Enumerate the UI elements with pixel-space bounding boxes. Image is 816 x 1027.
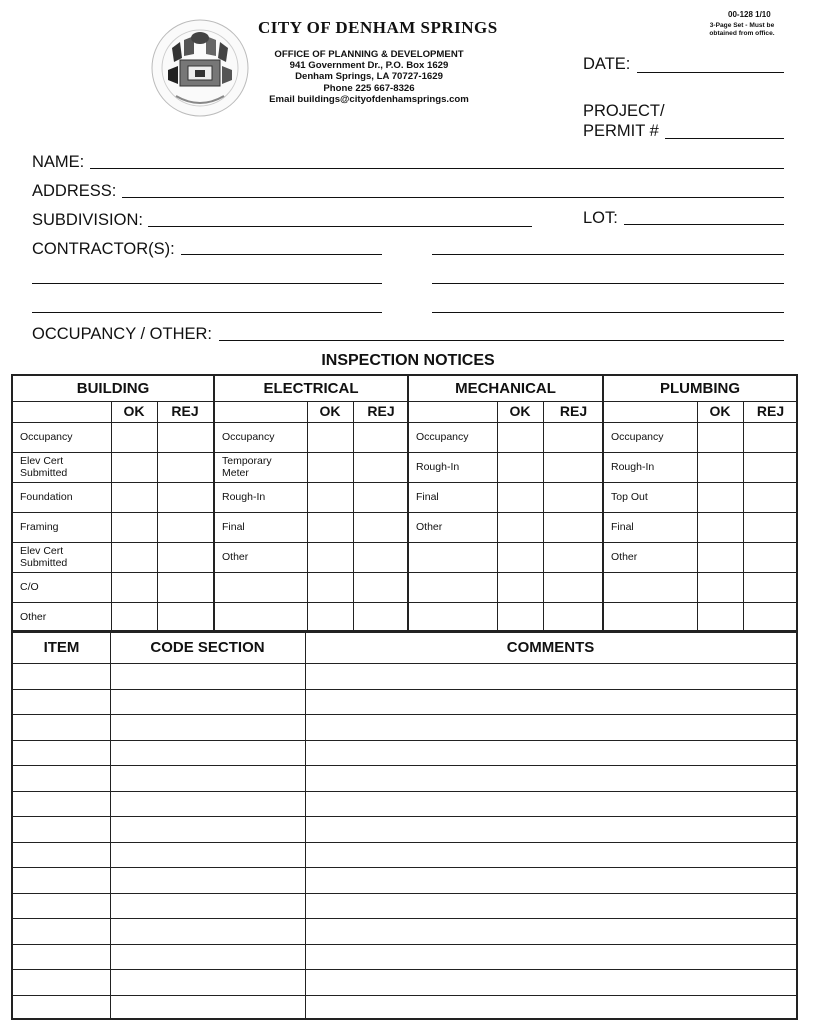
contractor-field[interactable]	[181, 254, 382, 255]
ok-checkbox-cell[interactable]	[498, 543, 543, 571]
name-label: NAME:	[32, 153, 85, 171]
city-seal-icon	[150, 18, 250, 118]
inspection-item-label: Elev Cert Submitted	[20, 455, 68, 479]
rej-checkbox-cell[interactable]	[158, 453, 212, 481]
rej-checkbox-cell[interactable]	[158, 603, 212, 631]
comment-cell[interactable]	[306, 664, 796, 688]
rej-checkbox-cell[interactable]	[158, 423, 212, 451]
comment-cell[interactable]	[306, 843, 796, 867]
rej-checkbox-cell[interactable]	[158, 513, 212, 541]
ok-checkbox-cell[interactable]	[308, 483, 353, 511]
comment-cell[interactable]	[306, 868, 796, 892]
office-line: 941 Government Dr., P.O. Box 1629	[289, 60, 449, 72]
item-cell[interactable]	[13, 690, 109, 714]
inspection-notices-title: INSPECTION NOTICES	[321, 352, 495, 369]
rej-checkbox-cell[interactable]	[744, 603, 797, 631]
ok-checkbox-cell[interactable]	[698, 603, 743, 631]
ok-checkbox-cell[interactable]	[308, 603, 353, 631]
ok-column-header: OK	[111, 401, 157, 423]
ok-checkbox-cell[interactable]	[698, 543, 743, 571]
rej-checkbox-cell[interactable]	[744, 573, 797, 601]
code-section-cell[interactable]	[111, 792, 304, 816]
contractor-field[interactable]	[432, 312, 784, 313]
rej-checkbox-cell[interactable]	[744, 423, 797, 451]
permit-label: PERMIT #	[583, 122, 659, 140]
rej-column-header: REJ	[157, 401, 213, 423]
ok-checkbox-cell[interactable]	[498, 603, 543, 631]
inspection-item-label: Occupancy	[222, 431, 275, 443]
rej-checkbox-cell[interactable]	[354, 453, 408, 481]
inspection-item-label: Rough-In	[611, 461, 655, 473]
rej-checkbox-cell[interactable]	[744, 453, 797, 481]
permit-field[interactable]	[665, 138, 784, 139]
comment-cell[interactable]	[306, 970, 796, 994]
rej-checkbox-cell[interactable]	[744, 513, 797, 541]
item-cell[interactable]	[13, 919, 109, 943]
item-cell[interactable]	[13, 970, 109, 994]
ok-checkbox-cell[interactable]	[698, 513, 743, 541]
rej-checkbox-cell[interactable]	[544, 513, 603, 541]
ok-checkbox-cell[interactable]	[698, 573, 743, 601]
sub-header-blank	[215, 401, 307, 423]
item-cell[interactable]	[13, 996, 109, 1020]
item-cell[interactable]	[13, 664, 109, 688]
code-section-cell[interactable]	[111, 664, 304, 688]
code-section-cell[interactable]	[111, 715, 304, 739]
comment-cell[interactable]	[306, 817, 796, 841]
comment-cell[interactable]	[306, 741, 796, 765]
form-note-line: 3-Page Set - Must be	[709, 22, 775, 29]
inspection-item-label: Final	[222, 521, 245, 533]
code-section-cell[interactable]	[111, 868, 304, 892]
code-section-cell[interactable]	[111, 766, 304, 790]
code-section-cell[interactable]	[111, 817, 304, 841]
inspection-item-label: Rough-In	[222, 491, 266, 503]
ok-column-header: OK	[307, 401, 353, 423]
ok-checkbox-cell[interactable]	[698, 423, 743, 451]
lot-label: LOT:	[583, 209, 618, 227]
inspection-section-electrical	[213, 376, 407, 630]
form-number: 00-128 1/10	[728, 10, 771, 19]
ok-checkbox-cell[interactable]	[112, 603, 157, 631]
inspection-table	[11, 374, 798, 632]
ok-checkbox-cell[interactable]	[308, 453, 353, 481]
inspection-item-label: Top Out	[611, 491, 648, 503]
office-line: Phone 225 667-8326	[323, 82, 415, 94]
rej-checkbox-cell[interactable]	[354, 573, 408, 601]
date-field[interactable]	[637, 72, 784, 73]
comment-cell[interactable]	[306, 792, 796, 816]
city-title: CITY OF DENHAM SPRINGS	[258, 18, 498, 37]
ok-checkbox-cell[interactable]	[308, 513, 353, 541]
rej-checkbox-cell[interactable]	[544, 603, 603, 631]
item-cell[interactable]	[13, 741, 109, 765]
ok-checkbox-cell[interactable]	[112, 513, 157, 541]
sub-header-blank	[13, 401, 111, 423]
section-header: PLUMBING	[604, 376, 796, 402]
item-cell[interactable]	[13, 766, 109, 790]
rej-checkbox-cell[interactable]	[544, 483, 603, 511]
ok-checkbox-cell[interactable]	[498, 573, 543, 601]
contractor-field[interactable]	[32, 312, 382, 313]
code-section-cell[interactable]	[111, 690, 304, 714]
occupancy-label: OCCUPANCY / OTHER:	[32, 325, 212, 343]
contractor-field[interactable]	[432, 283, 784, 284]
inspection-item-label: C/O	[20, 581, 39, 593]
date-label: DATE:	[583, 55, 631, 73]
rej-checkbox-cell[interactable]	[544, 453, 603, 481]
inspection-item-label: Other	[20, 611, 47, 623]
office-address-block	[262, 49, 476, 105]
subdivision-field[interactable]	[148, 226, 532, 227]
rej-checkbox-cell[interactable]	[744, 483, 797, 511]
ok-column-header: OK	[497, 401, 543, 423]
inspection-item-label: Temporary Meter	[222, 455, 272, 479]
ok-checkbox-cell[interactable]	[112, 483, 157, 511]
inspection-item-label: Other	[611, 551, 638, 563]
ok-checkbox-cell[interactable]	[498, 483, 543, 511]
office-line: Denham Springs, LA 70727-1629	[295, 71, 443, 83]
comments-header: COMMENTS	[506, 639, 595, 656]
sub-header-blank	[409, 401, 497, 423]
section-header: MECHANICAL	[409, 376, 602, 402]
rej-column-header: REJ	[353, 401, 409, 423]
subdivision-label: SUBDIVISION:	[32, 211, 143, 229]
section-header: ELECTRICAL	[215, 376, 407, 402]
rej-checkbox-cell[interactable]	[544, 543, 603, 571]
ok-column-header: OK	[697, 401, 743, 423]
comment-cell[interactable]	[306, 690, 796, 714]
office-line: OFFICE OF PLANNING & DEVELOPMENT	[274, 49, 464, 60]
sub-header-blank	[604, 401, 697, 423]
contractor-field[interactable]	[32, 283, 382, 284]
ok-checkbox-cell[interactable]	[498, 453, 543, 481]
item-cell[interactable]	[13, 715, 109, 739]
comment-cell[interactable]	[306, 715, 796, 739]
comment-cell[interactable]	[306, 945, 796, 969]
ok-checkbox-cell[interactable]	[498, 513, 543, 541]
code-section-cell[interactable]	[111, 970, 304, 994]
inspection-item-label: Final	[611, 521, 634, 533]
ok-checkbox-cell[interactable]	[308, 423, 353, 451]
contractors-label: CONTRACTOR(S):	[32, 240, 175, 258]
code-section-cell[interactable]	[111, 894, 304, 918]
code-section-cell[interactable]	[111, 741, 304, 765]
address-label: ADDRESS:	[32, 182, 117, 200]
ok-checkbox-cell[interactable]	[308, 543, 353, 571]
item-cell[interactable]	[13, 843, 109, 867]
project-label: PROJECT/	[583, 102, 665, 120]
code-section-cell[interactable]	[111, 843, 304, 867]
rej-checkbox-cell[interactable]	[354, 483, 408, 511]
contractor-field[interactable]	[432, 254, 784, 255]
inspection-section-plumbing	[602, 376, 796, 630]
inspection-item-label: Other	[416, 521, 443, 533]
inspection-item-label: Other	[222, 551, 249, 563]
rej-checkbox-cell[interactable]	[544, 423, 603, 451]
code-section-cell[interactable]	[111, 996, 304, 1020]
address-field[interactable]	[122, 197, 784, 198]
rej-checkbox-cell[interactable]	[158, 483, 212, 511]
rej-checkbox-cell[interactable]	[354, 603, 408, 631]
item-cell[interactable]	[13, 792, 109, 816]
ok-checkbox-cell[interactable]	[112, 573, 157, 601]
rej-checkbox-cell[interactable]	[744, 543, 797, 571]
rej-checkbox-cell[interactable]	[158, 573, 212, 601]
inspection-item-label: Framing	[20, 521, 59, 533]
rej-column-header: REJ	[543, 401, 604, 423]
comment-cell[interactable]	[306, 894, 796, 918]
inspection-item-label: Elev Cert Submitted	[20, 545, 68, 569]
section-header: BUILDING	[13, 376, 213, 402]
rej-checkbox-cell[interactable]	[354, 423, 408, 451]
comment-cell[interactable]	[306, 766, 796, 790]
rej-checkbox-cell[interactable]	[354, 513, 408, 541]
ok-checkbox-cell[interactable]	[112, 453, 157, 481]
comment-cell[interactable]	[306, 996, 796, 1020]
inspection-item-label: Final	[416, 491, 439, 503]
ok-checkbox-cell[interactable]	[112, 543, 157, 571]
comment-cell[interactable]	[306, 919, 796, 943]
form-note	[702, 22, 782, 38]
form-note-line: obtained from office.	[709, 30, 775, 37]
inspection-section-mechanical	[407, 376, 602, 630]
comments-table	[11, 631, 798, 1020]
inspection-item-label: Foundation	[20, 491, 73, 503]
item-cell[interactable]	[13, 817, 109, 841]
ok-checkbox-cell[interactable]	[698, 453, 743, 481]
inspection-item-label: Occupancy	[20, 431, 73, 443]
item-cell[interactable]	[13, 868, 109, 892]
ok-checkbox-cell[interactable]	[308, 573, 353, 601]
item-header: ITEM	[43, 639, 80, 656]
inspection-item-label: Rough-In	[416, 461, 460, 473]
rej-checkbox-cell[interactable]	[544, 573, 603, 601]
ok-checkbox-cell[interactable]	[112, 423, 157, 451]
ok-checkbox-cell[interactable]	[498, 423, 543, 451]
name-field[interactable]	[90, 168, 784, 169]
lot-field[interactable]	[624, 224, 784, 225]
item-cell[interactable]	[13, 945, 109, 969]
inspection-item-label: Occupancy	[416, 431, 469, 443]
rej-checkbox-cell[interactable]	[158, 543, 212, 571]
inspection-section-building	[13, 376, 213, 630]
rej-column-header: REJ	[743, 401, 798, 423]
occupancy-field[interactable]	[219, 340, 784, 341]
rej-checkbox-cell[interactable]	[354, 543, 408, 571]
office-line: Email buildings@cityofdenhamsprings.com	[269, 93, 469, 105]
code-section-header: CODE SECTION	[150, 639, 265, 656]
code-section-cell[interactable]	[111, 919, 304, 943]
inspection-item-label: Occupancy	[611, 431, 664, 443]
ok-checkbox-cell[interactable]	[698, 483, 743, 511]
item-cell[interactable]	[13, 894, 109, 918]
code-section-cell[interactable]	[111, 945, 304, 969]
